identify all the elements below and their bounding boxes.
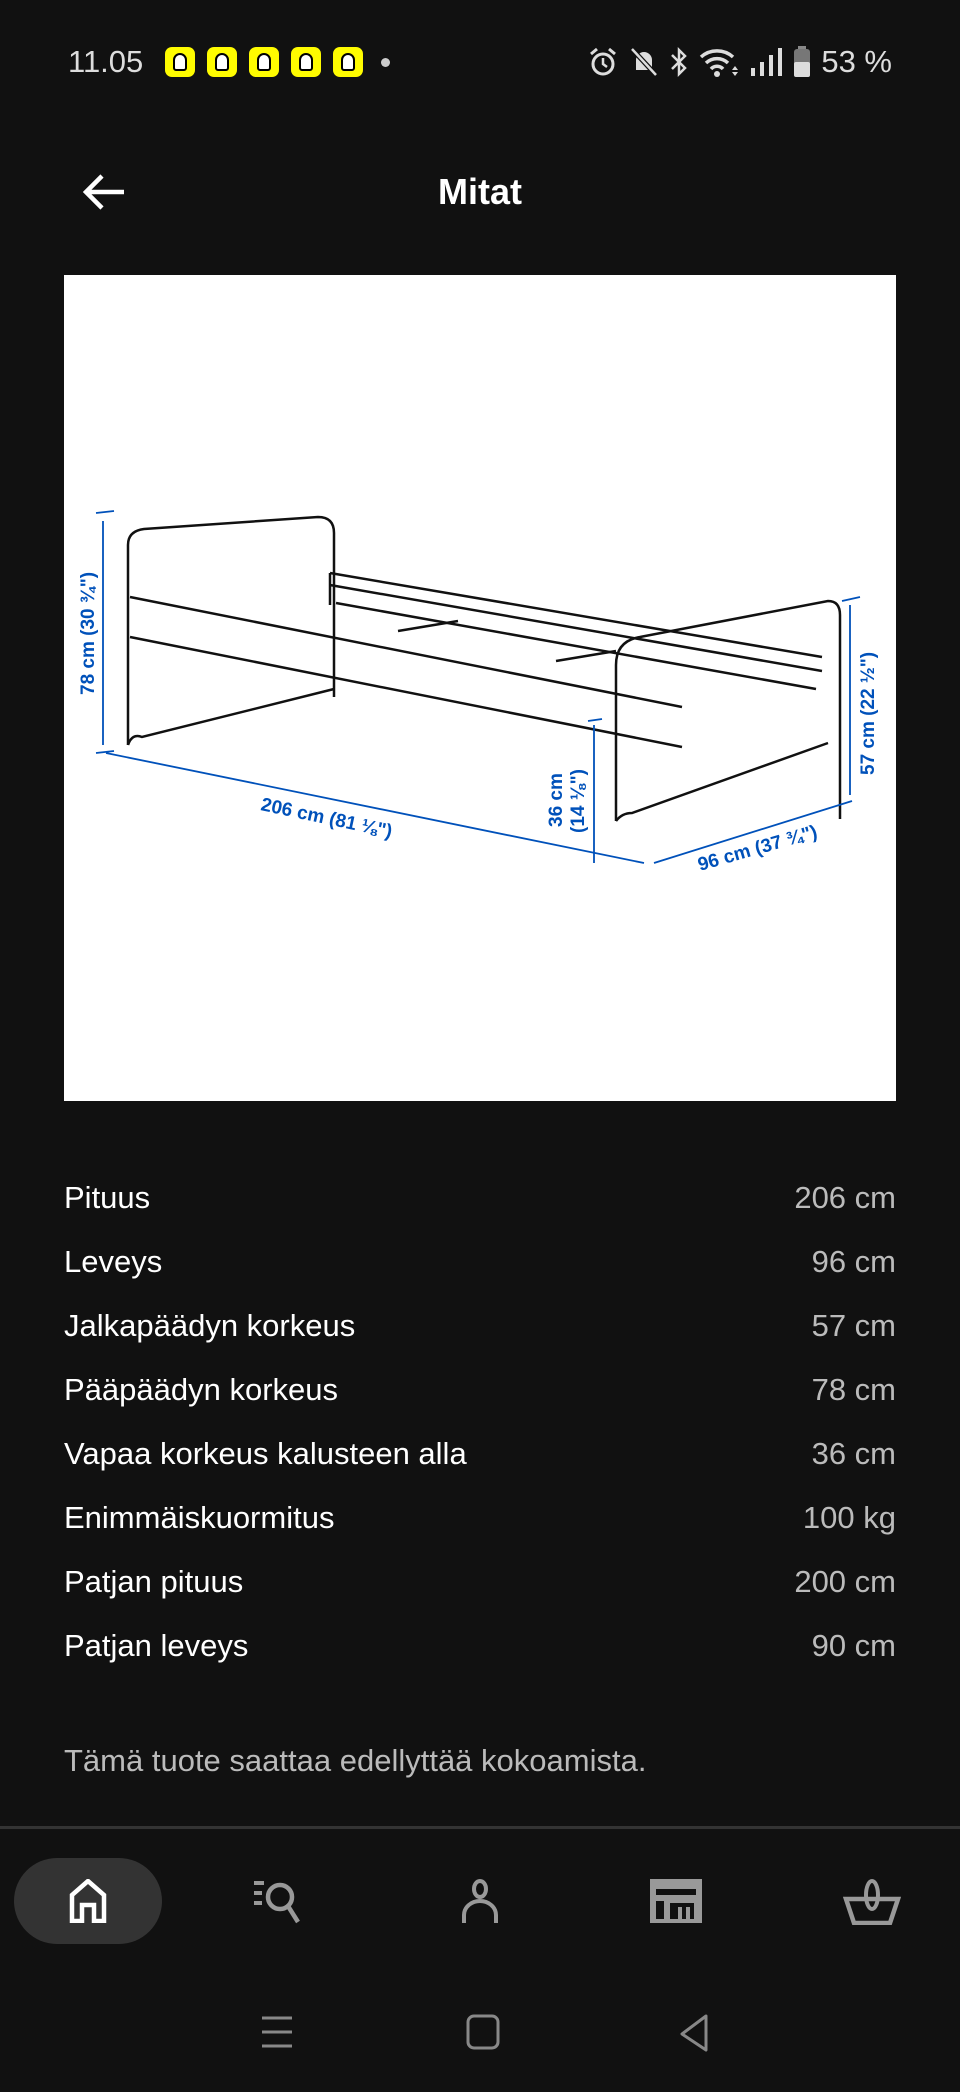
dimension-label: Enimmäiskuormitus: [64, 1500, 335, 1535]
profile-icon: [458, 1877, 502, 1925]
home-button-icon[interactable]: [462, 2010, 506, 2054]
dimension-label: Patjan leveys: [64, 1628, 249, 1663]
dimension-value: 200 cm: [794, 1564, 896, 1599]
dimension-row: [64, 1614, 896, 1678]
dimension-row: [64, 1294, 896, 1358]
nav-profile[interactable]: [406, 1858, 554, 1944]
assembly-note: Tämä tuote saattaa edellyttää kokoamista.: [64, 1743, 647, 1778]
nav-stores[interactable]: [602, 1858, 750, 1944]
store-icon: [648, 1877, 704, 1925]
bed-drawing: [128, 517, 840, 821]
search-icon: [252, 1877, 312, 1925]
dimension-label: Pääpäädyn korkeus: [64, 1372, 339, 1407]
mute-icon: [629, 46, 659, 78]
snapchat-icon: [333, 47, 363, 77]
nav-search[interactable]: [208, 1858, 356, 1944]
divider: [0, 1826, 960, 1829]
dimension-value: 96 cm: [811, 1244, 896, 1279]
nav-basket[interactable]: [798, 1858, 946, 1944]
dimension-label: Jalkapäädyn korkeus: [64, 1308, 356, 1343]
snapchat-icon: [291, 47, 321, 77]
snapchat-icon: [207, 47, 237, 77]
recents-icon[interactable]: [254, 2010, 298, 2054]
alarm-icon: [587, 46, 619, 78]
dimension-value: 206 cm: [794, 1180, 896, 1215]
arrow-left-icon[interactable]: [80, 170, 128, 214]
dimension-value: 78 cm: [811, 1372, 896, 1407]
dimension-value: 90 cm: [811, 1628, 896, 1663]
dimension-row: [64, 1230, 896, 1294]
dimension-label: Patjan pituus: [64, 1564, 244, 1599]
dimension-row: [64, 1422, 896, 1486]
bed-illustration: [64, 275, 896, 1101]
clearance-cm-label: 36 cm: [546, 773, 567, 827]
dimension-label: Pituus: [64, 1180, 151, 1215]
dimension-label: Leveys: [64, 1244, 163, 1279]
footboard-height-label: 57 cm (22 ½"): [858, 651, 879, 775]
dimension-value: 36 cm: [811, 1436, 896, 1471]
dimension-row: [64, 1486, 896, 1550]
dimension-row: [64, 1358, 896, 1422]
dimension-row: [64, 1166, 896, 1230]
battery-icon: [793, 46, 811, 78]
status-bar: [0, 40, 960, 84]
dimension-row: [64, 1550, 896, 1614]
header: [0, 150, 960, 234]
dimension-label: Vapaa korkeus kalusteen alla: [64, 1436, 467, 1471]
basket-icon: [843, 1877, 901, 1925]
dimension-value: 100 kg: [802, 1500, 896, 1535]
bottom-nav: [0, 1858, 960, 1944]
home-icon: [66, 1879, 110, 1923]
signal-icon: [749, 46, 783, 78]
wifi-icon: [699, 46, 739, 78]
more-notifications-icon: [381, 58, 390, 67]
length-label: 206 cm (81 ⅛"): [258, 794, 395, 843]
dimension-value: 57 cm: [811, 1308, 896, 1343]
headboard-height-label: 78 cm (30 ¾"): [78, 571, 99, 695]
nav-home[interactable]: [14, 1858, 162, 1944]
width-label: 96 cm (37 ¾"): [695, 821, 820, 876]
system-nav: [0, 2000, 960, 2064]
back-icon[interactable]: [674, 2010, 718, 2054]
snapchat-icon: [249, 47, 279, 77]
clearance-in-label: (14 ⅛"): [568, 769, 589, 833]
dimensions-diagram: [64, 275, 896, 1101]
page-title: Mitat: [438, 171, 522, 212]
battery-percent: 53 %: [821, 44, 892, 79]
snapchat-icon: [165, 47, 195, 77]
dimensions-list: [64, 1166, 896, 1678]
dimension-lines: [96, 511, 860, 863]
clock: 11.05: [68, 44, 144, 79]
bluetooth-icon: [669, 46, 689, 78]
